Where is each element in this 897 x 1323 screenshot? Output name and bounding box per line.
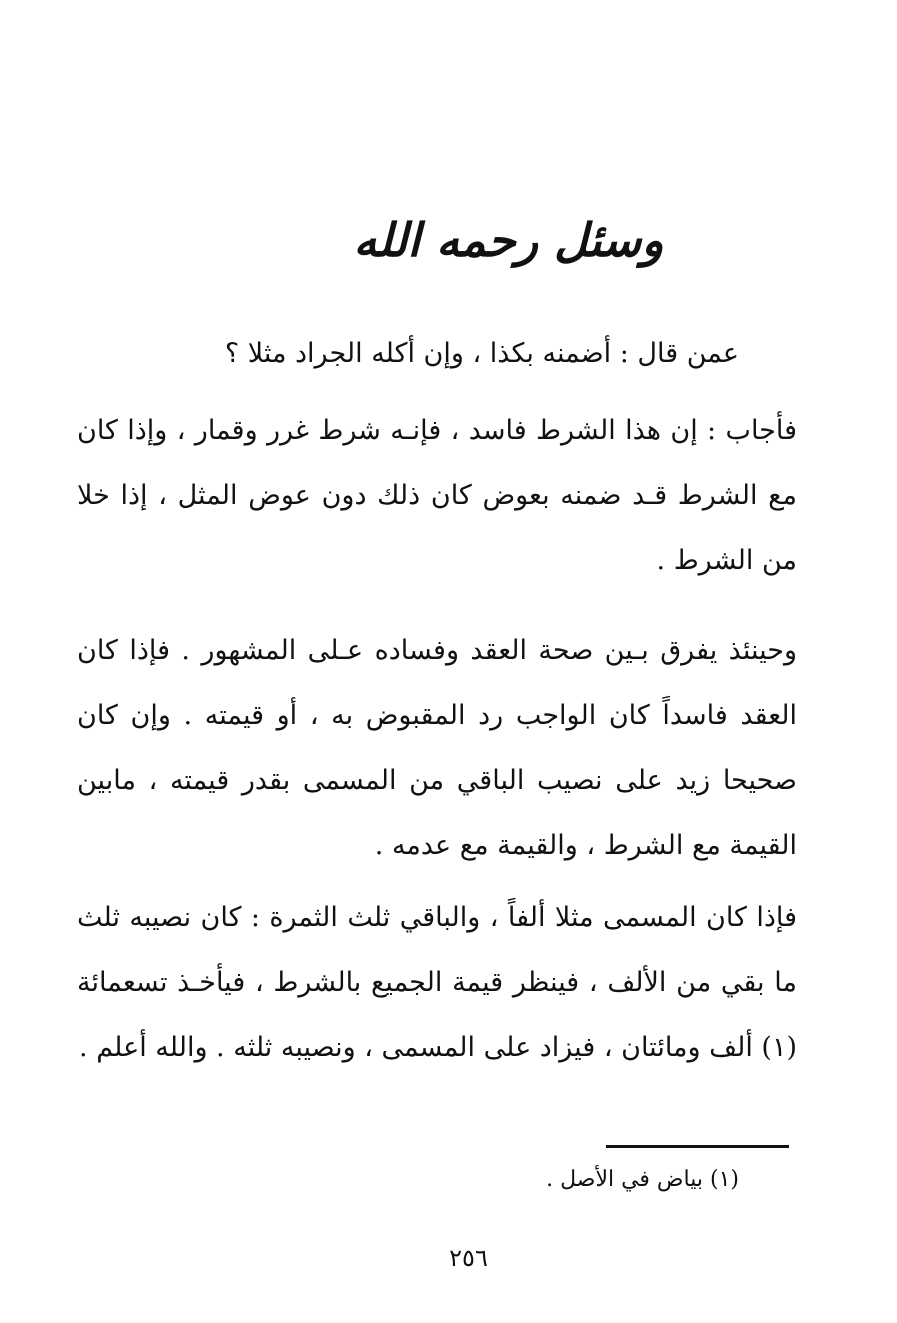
- page-number: ٢٥٦: [449, 1244, 488, 1272]
- page-title: وسئل رحمه الله: [353, 213, 664, 267]
- question-text: عمن قال : أضمنه بكذا ، وإن أكله الجراد مثلا ؟: [224, 338, 739, 369]
- footnote: (١) بياض في الأصل .: [546, 1167, 739, 1192]
- ruling-paragraph: وحينئذ يفرق بـين صحة العقد وفساده عـلى المشهور . فإذا كان العقد فاسداً كان الواجب رد المقبوض به ، أو قيمته . وإن كان صحيحا زيد على نصيب الباقي من المسمى بقدر قيمته ، مابين القيمة مع الشرط ، والقيمة مع عدمه .: [77, 635, 797, 861]
- answer-paragraph: فأجاب : إن هذا الشرط فاسد ، فإنـه شرط غرر وقمار ، وإذا كان مع الشرط قـد ضمنه بعوض كان ذلك دون عوض المثل ، إذا خلا من الشرط .: [77, 415, 797, 576]
- example-paragraph: فإذا كان المسمى مثلا ألفاً ، والباقي ثلث الثمرة : كان نصيبه ثلث ما بقي من الألف ، فينظر قيمة الجميع بالشرط ، فيأخـذ تسعمائة (١) ألف ومائتان ، فيزاد على المسمى ، ونصيبه ثلثه . والله أعلم .: [77, 902, 797, 1063]
- footnote-divider: [606, 1145, 789, 1148]
